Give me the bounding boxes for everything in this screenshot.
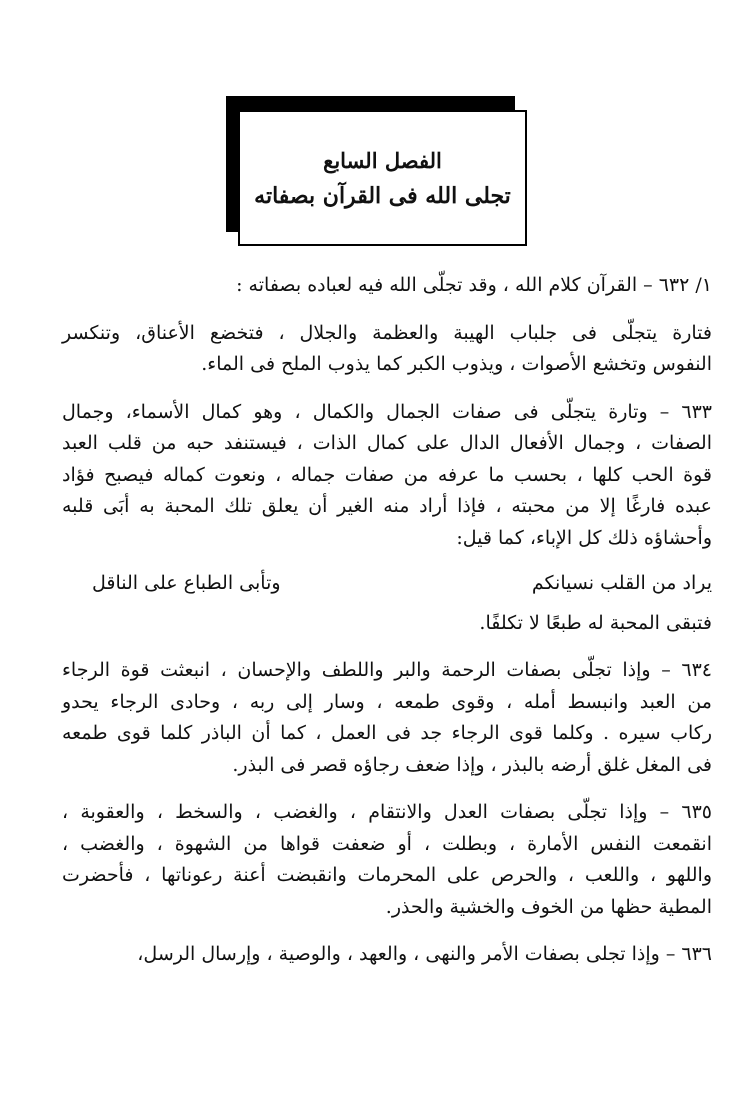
text-line: من العبد وانبسط أمله ، وقوى طمعه ، وسار إلى ربه ، وحادى الرجاء يحدو xyxy=(62,690,712,713)
text-line: ركاب سيره . وكلما قوى الرجاء جد فى العمل ، كما أن الباذر كلما قوى طمعه xyxy=(62,722,712,744)
text-line: ١/ ٦٣٢ – القرآن كلام الله ، وقد تجلّى الله فيه لعباده بصفاته : xyxy=(236,274,712,296)
text-line: عبده فارغًا إلا من محبته ، فإذا أراد منه الغير أن يعلق تلك المحبة به أبَى قلبه xyxy=(62,495,712,517)
body-text xyxy=(62,270,712,987)
text-line: ٦٣٣ – وتارة يتجلّى فى صفات الجمال والكمال ، وهو كمال الأسماء، وجمال xyxy=(62,400,712,423)
paragraph-634 xyxy=(62,655,712,781)
verse-second-hemistich: وتأبى الطباع على الناقل xyxy=(92,572,281,594)
text-line: النفوس وتخشع الأصوات ، ويذوب الكبر كما يذوب الملح فى الماء. xyxy=(201,353,712,375)
chapter-number-title: الفصل السابع xyxy=(323,147,442,173)
verse-first-hemistich: يراد من القلب نسيانكم xyxy=(531,572,712,594)
after-verse-line xyxy=(62,608,712,640)
text-line: انقمعت النفس الأمارة ، وبطلت ، أو ضعفت قواها من الشهوة ، والغضب ، xyxy=(62,832,712,855)
text-line: ٦٣٦ – وإذا تجلى بصفات الأمر والنهى ، والعهد ، والوصية ، وإرسال الرسل، xyxy=(137,943,712,965)
paragraph-633 xyxy=(62,397,712,555)
text-line: ٦٣٥ – وإذا تجلّى بصفات العدل والانتقام ، والغضب ، والسخط ، والعقوبة ، xyxy=(62,801,712,823)
paragraph-632-cont xyxy=(62,318,712,381)
paragraph-635 xyxy=(62,797,712,923)
text-line: قوة الحب كلها ، بحسب ما عرفه من صفات جماله ، ونعوت كماله فيصبح فؤاد xyxy=(62,463,712,486)
text-line: واللهو ، واللعب ، والحرص على المحرمات وانقبضت أعنة رعوناتها ، فأحضرت xyxy=(62,864,712,886)
paragraph-632 xyxy=(62,270,712,302)
chapter-heading-box xyxy=(238,110,527,246)
text-line: المطية حظها من الخوف والخشية والحذر. xyxy=(385,895,712,918)
text-line: فتارة يتجلّى فى جلباب الهيبة والعظمة والجلال ، فتخضع الأعناق، وتنكسر xyxy=(62,321,712,344)
poetry-verse xyxy=(62,568,712,600)
chapter-subtitle: تجلى الله فى القرآن بصفاته xyxy=(254,182,511,209)
text-line: الصفات ، وجمال الأفعال الدال على كمال الذات ، فيستنفد حبه من قلب العبد xyxy=(62,432,712,454)
text-line: فى المغل غلق أرضه بالبذر ، وإذا ضعف رجاؤه قصر فى البذر. xyxy=(232,753,712,776)
text-line: وأحشاؤه ذلك كل الإباء، كما قيل: xyxy=(456,526,712,549)
paragraph-636 xyxy=(62,939,712,971)
text-line: فتبقى المحبة له طبعًا لا تكلفًا. xyxy=(479,611,712,634)
text-line: ٦٣٤ – وإذا تجلّى بصفات الرحمة والبر واللطف والإحسان ، انبعثت قوة الرجاء xyxy=(62,659,712,681)
